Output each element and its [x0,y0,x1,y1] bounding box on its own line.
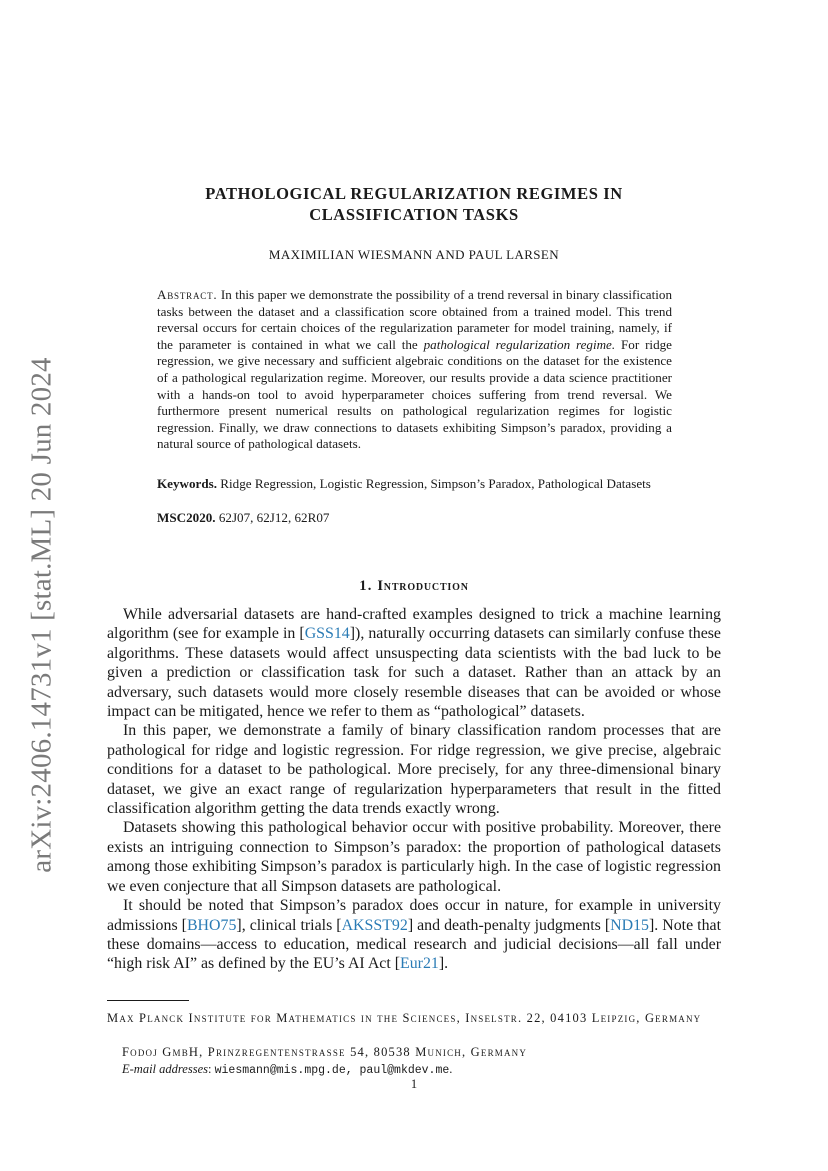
title-line-1: PATHOLOGICAL REGULARIZATION REGIMES IN [205,184,623,203]
paragraph-1 [107,605,721,721]
footnote-rule [107,1000,189,1001]
paragraph-3: Datasets showing this pathological behavior occur with positive probability. Moreover, there exists an intriguing connection to Simpson’s paradox: the proportion of pathological datasets among those exhibiting Simpson’s paradox is particularly high. In the case of logistic regression we even conjecture that all Simpson datasets are pathological. [107,819,721,895]
paragraph-text: It should be noted that Simpson’s paradox does occur in nature, for example in university admissions [ [107,897,721,934]
authors: MAXIMILIAN WIESMANN AND PAUL LARSEN [268,247,560,262]
paragraph-2: In this paper, we demonstrate a family of binary classification random processes that are pathological for ridge and logistic regression. For ridge regression, we give precise, algebraic conditions for a dataset to be pathological. More precisely, for any three-dimensional binary dataset, we give an exact range of regularization hyperparameters that result in the fitted classification algorithm getting the data trends exactly wrong. [107,722,721,818]
email-addresses[interactable]: wiesmann@mis.mpg.de, paul@mkdev.me [214,1064,450,1077]
keywords-label: Keywords. [157,476,218,491]
keywords [157,476,672,492]
introduction-body [107,605,721,974]
abstract-text-a: In this paper we demonstrate the possibility of a trend reversal in binary classification tasks between the dataset and a classification score obtained from a trained model. This trend reversal occurs for certain choices of the regularization parameter for model training, namely, if the parameter is contained in what we call the [157,287,672,352]
citation-link[interactable]: GSS14 [304,625,350,643]
affiliation-1: Max Planck Institute for Mathematics in the Sciences, Inselstr. 22, 04103 Leipzig, Germany [107,1011,702,1025]
paragraph-text: ]. Note that these domains—access to education, medical research and judicial decisions—all fall under “high risk AI” as defined by the EU’s AI Act [ [107,916,721,973]
section-title: Introduction [377,578,469,594]
section-heading [107,578,721,595]
email-label: E-mail addresses [122,1062,208,1076]
arxiv-stamp [22,0,62,1171]
abstract-text-b: For ridge regression, we give necessary and sufficient algebraic conditions on the dataset for the existence of a pathological regularization regime. Moreover, our results provide a data science practitioner with a hands-on tool to avoid hyperparameter choices suffering from trend reversal. We furthermore present numerical results on pathological regularization regimes for logistic regression. Finally, we draw connections to datasets exhibiting Simpson’s paradox, providing a natural source of pathological datasets. [157,336,672,452]
abstract [157,287,672,453]
email-line: E-mail addresses: wiesmann@mis.mpg.de, paul@mkdev.me. [122,1062,453,1077]
msc-classification [157,510,672,526]
paper-title [130,183,698,225]
section-number: 1. [359,578,373,594]
paragraph-text: ]. [438,955,449,973]
abstract-label: Abstract. [157,287,218,302]
abstract-emphasis: pathological regularization regime. [423,336,616,352]
msc-codes: 62J07, 62J12, 62R07 [218,510,330,525]
citation-link[interactable]: BHO75 [186,916,237,934]
paragraph-text: ], clinical trials [ [236,916,342,934]
msc-label: MSC2020. [157,510,216,525]
keywords-text: Ridge Regression, Logistic Regression, Simpson’s Paradox, Pathological Datasets [220,476,651,491]
citation-link[interactable]: Eur21 [400,955,439,973]
page-number: 1 [410,1077,418,1091]
paragraph-text: While adversarial datasets are hand-crafted examples designed to trick a machine learning algorithm (see for example in [ [107,606,721,643]
paragraph-4 [107,896,721,974]
title-line-2: CLASSIFICATION TASKS [309,205,519,224]
paragraph-text: ] and death-penalty judgments [ [407,916,611,934]
affiliation-2: Fodoj GmbH, Prinzregentenstrasse 54, 80538 Munich, Germany [122,1045,528,1059]
arxiv-identifier: arXiv:2406.14731v1 [stat.ML] 20 Jun 2024 [25,357,58,873]
citation-link[interactable]: ND15 [610,916,649,934]
email-end: . [449,1062,453,1076]
citation-link[interactable]: AKSST92 [341,916,408,934]
paragraph-text: ]), naturally occurring datasets can similarly confuse these algorithms. These datasets would affect unsuspecting data scientists with the bad luck to be given a prediction or classification task for such a dataset. Rather than an attack by an adversary, such datasets would more closely resemble diseases that can be avoided or whose impact can be mitigated, hence we refer to them as “pathological” datasets. [107,625,721,721]
